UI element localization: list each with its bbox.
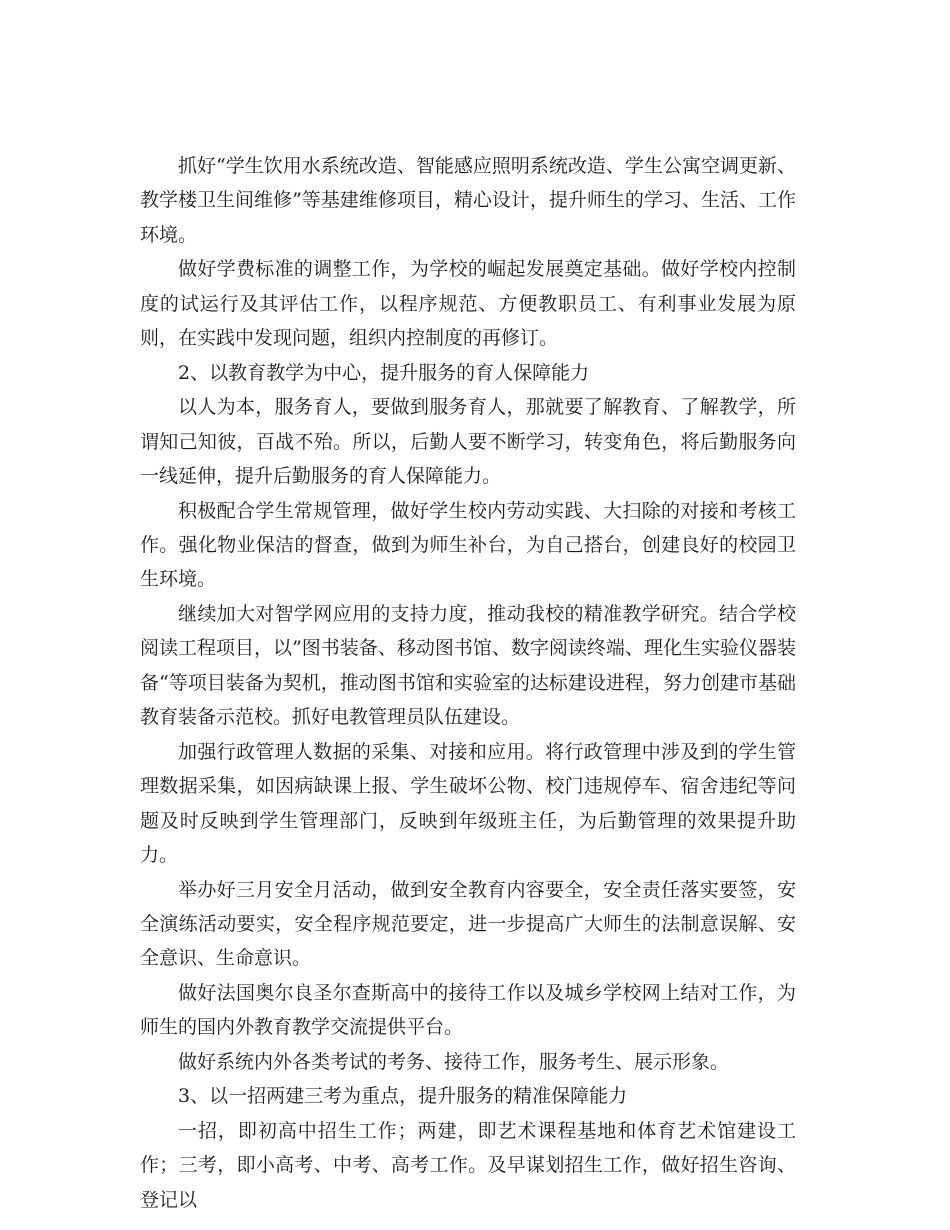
paragraph: 以人为本，服务育人，要做到服务育人，那就要了解教育、了解教学，所谓知己知彼，百战不殆。所以，后勤人要不断学习，转变角色，将后勤服务向一线延伸，提升后勤服务的育人保障能力。 <box>140 396 796 488</box>
paragraph: 积极配合学生常规管理，做好学生校内劳动实践、大扫除的对接和考核工作。强化物业保洁的督查，做到为师生补台，为自己搭台，创建良好的校园卫生环境。 <box>140 499 796 591</box>
paragraph: 举办好三月安全月活动，做到安全教育内容要全，安全责任落实要签，安全演练活动要实，安全程序规范要定，进一步提高广大师生的法制意误解、安全意识、生命意识。 <box>140 878 796 970</box>
paragraph: 继续加大对智学网应用的支持力度，推动我校的精准教学研究。结合学校阅读工程项目，以”图书装备、移动图书馆、数字阅读终端、理化生实验仪器装备“等项目装备为契机，推动图书馆和实验室的达标建设进程，努力创建市基础教育装备示范校。抓好电教管理员队伍建设。 <box>140 602 796 729</box>
document-body <box>140 149 796 1217</box>
paragraph: 做好法国奥尔良圣尔查斯高中的接待工作以及城乡学校网上结对工作，为师生的国内外教育教学交流提供平台。 <box>140 981 796 1039</box>
paragraph: 做好系统内外各类考试的考务、接待工作，服务考生、展示形象。 <box>178 1050 730 1073</box>
paragraph: 加强行政管理人数据的采集、对接和应用。将行政管理中涉及到的学生管理数据采集，如因病缺课上报、学生破坏公物、校门违规停车、宿舍违纪等问题及时反映到学生管理部门，反映到年级班主任，为后勤管理的效果提升助力。 <box>140 740 796 867</box>
paragraph: 一招，即初高中招生工作；两建，即艺术课程基地和体育艺术馆建设工作；三考，即小高考、中考、高考工作。及早谋划招生工作，做好招生咨询、登记以 <box>140 1119 796 1211</box>
paragraph: 做好学费标准的调整工作，为学校的崛起发展奠定基础。做好学校内控制度的试运行及其评估工作，以程序规范、方便教职员工、有利事业发展为原则，在实践中发现问题，组织内控制度的再修订。 <box>140 258 796 350</box>
paragraph: 抓好“学生饮用水系统改造、智能感应照明系统改造、学生公寓空调更新、教学楼卫生间维修”等基建维修项目，精心设计，提升师生的学习、生活、工作环境。 <box>140 155 796 246</box>
section-heading: 2、以教育教学为中心，提升服务的育人保障能力 <box>178 361 590 384</box>
section-heading: 3、以一招两建三考为重点，提升服务的精准保障能力 <box>178 1085 628 1108</box>
